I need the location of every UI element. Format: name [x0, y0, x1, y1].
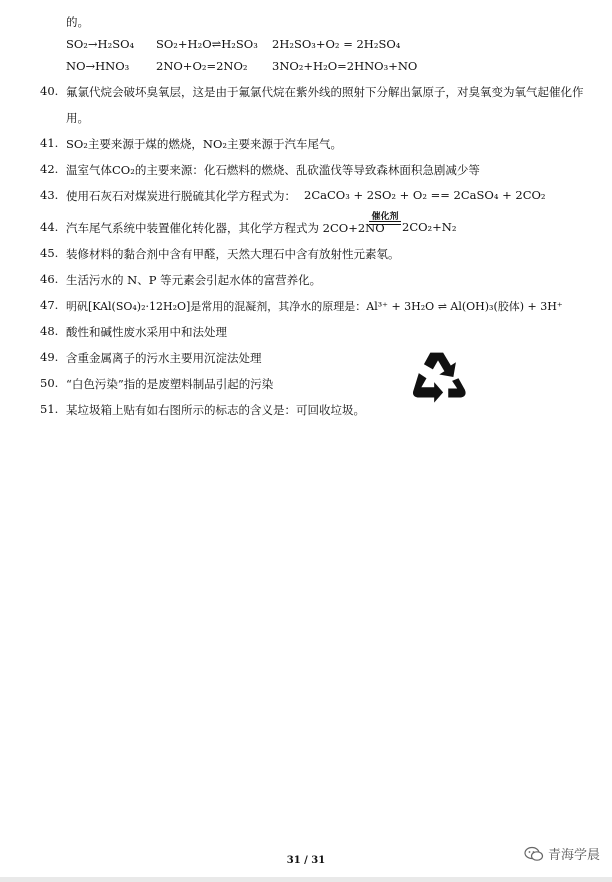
item-text: 氟氯代烷会破坏臭氧层，这是由于氟氯代烷在紫外线的照射下分解出氯原子，对臭氧变为氧气起催化作: [66, 85, 584, 99]
chemical-equation: 2CO₂+N₂: [402, 220, 457, 234]
item-text: 明矾[KAl(SO₄)₂·12H₂O]是常用的混凝剂，其净水的原理是：Al³⁺ + 3H₂O ⇌ Al(OH)₃(胶体) + 3H⁺: [66, 300, 563, 313]
chemical-equation: 2CaCO₃ + 2SO₂ + O₂ == 2CaSO₄ + 2CO₂: [304, 188, 546, 202]
catalyst-label: 催化剂: [371, 212, 399, 222]
item-number: 40.: [40, 84, 59, 98]
equation: 2NO+O₂=2NO₂: [156, 59, 248, 73]
wechat-icon: [524, 846, 544, 862]
item-text: 温室气体CO₂的主要来源：化石燃料的燃烧、乱砍滥伐等导致森林面积急剧减少等: [66, 163, 480, 177]
item-text: 生活污水的 N、P 等元素会引起水体的富营养化。: [66, 273, 322, 287]
item-number: 50.: [40, 376, 59, 390]
item-number: 46.: [40, 272, 59, 286]
item-text: 含重金属离子的污水主要用沉淀法处理: [66, 351, 262, 365]
item-number: 41.: [40, 136, 59, 150]
watermark-text: 青海学晨: [547, 848, 600, 863]
item-text: SO₂主要来源于煤的燃烧，NO₂主要来源于汽车尾气。: [66, 137, 343, 151]
item-number: 45.: [40, 246, 59, 260]
equation: SO₂+H₂O⇌H₂SO₃: [156, 37, 258, 51]
watermark: [524, 844, 600, 863]
item-number: 42.: [40, 162, 59, 176]
item-continuation: 用。: [66, 111, 89, 125]
item-text: 某垃圾箱上贴有如右图所示的标志的含义是：可回收垃圾。: [66, 403, 365, 417]
item-number: 44.: [40, 220, 59, 234]
item-text: 装修材料的黏合剂中含有甲醛，天然大理石中含有放射性元素氡。: [66, 247, 400, 261]
page-number: 31 / 31: [286, 855, 326, 866]
item-number: 47.: [40, 298, 59, 312]
bottom-bar: [0, 877, 612, 882]
top-fragment: 的。: [66, 15, 89, 29]
equation: 3NO₂+H₂O=2HNO₃+NO: [272, 59, 418, 73]
item-text: 使用石灰石对煤炭进行脱硫其化学方程式为：: [66, 189, 296, 203]
item-number: 43.: [40, 188, 59, 202]
equals-arrow: [369, 221, 401, 225]
item-text: “白色污染”指的是废塑料制品引起的污染: [66, 377, 274, 391]
item-number: 48.: [40, 324, 59, 338]
item-text: 酸性和碱性废水采用中和法处理: [66, 325, 227, 339]
recycle-icon: [404, 345, 472, 409]
equation: 2H₂SO₃+O₂ = 2H₂SO₄: [272, 37, 401, 51]
item-text: 汽车尾气系统中装置催化转化器，其化学方程式为 2CO+2NO: [66, 221, 385, 235]
item-number: 49.: [40, 350, 59, 364]
equation: SO₂→H₂SO₄: [66, 37, 135, 51]
equation: NO→HNO₃: [66, 59, 130, 73]
item-number: 51.: [40, 402, 59, 416]
